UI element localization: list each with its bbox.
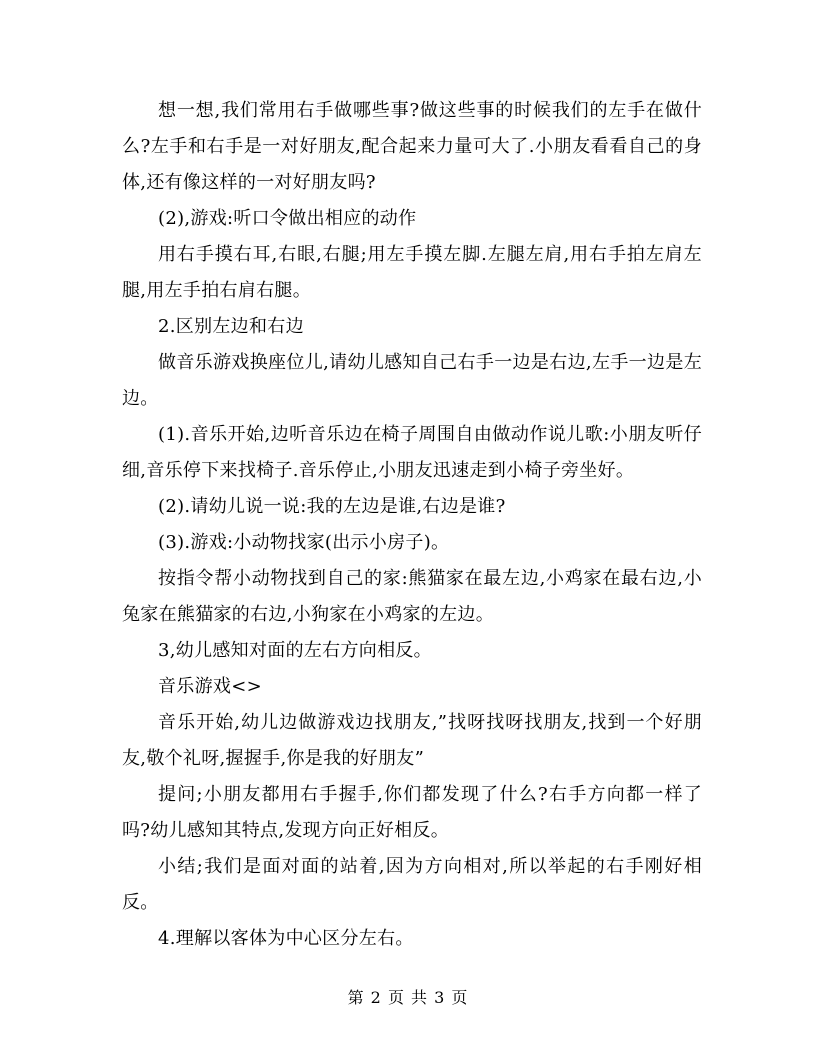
page-number-label: 第 2 页 共 3 页 [347, 988, 469, 1007]
paragraph: 音乐开始,幼儿边做游戏边找朋友,”找呀找呀找朋友,找到一个好朋友,敬个礼呀,握握手,你是我的好朋友” [122, 712, 702, 769]
paragraph: (1).音乐开始,边听音乐边在椅子周围自由做动作说儿歌:小朋友听仔细,音乐停下来找椅子.音乐停止,小朋友迅速走到小椅子旁坐好。 [122, 424, 702, 481]
paragraph: 提问;小朋友都用右手握手,你们都发现了什么?右手方向都一样了吗?幼儿感知其特点,发现方向正好相反。 [122, 784, 702, 841]
paragraph: (2),游戏:听口令做出相应的动作 [158, 208, 417, 229]
paragraph: 想一想,我们常用右手做哪些事?做这些事的时候我们的左手在做什么?左手和右手是一对好朋友,配合起来力量可大了.小朋友看看自己的身体,还有像这样的一对好朋友吗? [122, 100, 702, 193]
paragraph: 3,幼儿感知对面的左右方向相反。 [158, 640, 432, 661]
paragraph: (2).请幼儿说一说:我的左边是谁,右边是谁? [158, 496, 506, 517]
page-footer [0, 986, 816, 1010]
paragraph: 2.区别左边和右边 [158, 316, 304, 337]
paragraph: 音乐游戏<> [158, 676, 262, 697]
document-body [122, 93, 702, 957]
paragraph: 做音乐游戏换座位儿,请幼儿感知自己右手一边是右边,左手一边是左边。 [122, 352, 702, 409]
paragraph: 按指令帮小动物找到自己的家:熊猫家在最左边,小鸡家在最右边,小兔家在熊猫家的右边,小狗家在小鸡家的左边。 [122, 568, 702, 625]
paragraph: (3).游戏:小动物找家(出示小房子)。 [158, 532, 450, 553]
paragraph: 4.理解以客体为中心区分左右。 [158, 928, 414, 949]
paragraph: 小结;我们是面对面的站着,因为方向相对,所以举起的右手刚好相反。 [122, 856, 702, 913]
paragraph: 用右手摸右耳,右眼,右腿;用左手摸左脚.左腿左肩,用右手拍左肩左腿,用左手拍右肩右腿。 [122, 244, 702, 301]
